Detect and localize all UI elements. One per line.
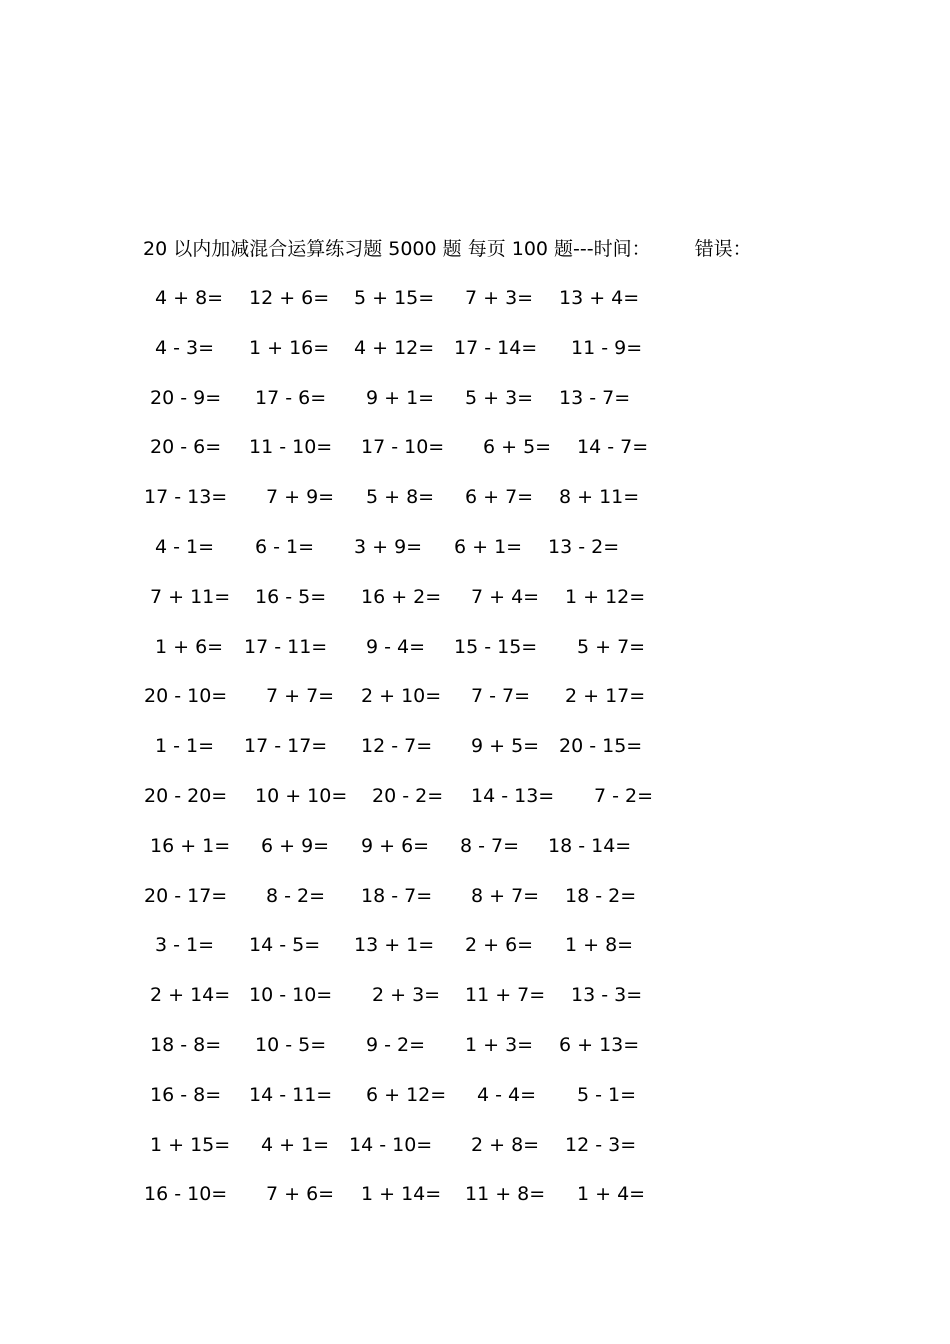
problem-cell: 10 + 10= (255, 784, 348, 807)
problem-cell: 7 + 9= (266, 486, 335, 509)
problem-cell: 1 - 1= (155, 735, 215, 758)
problem-cell: 1 + 15= (150, 1133, 231, 1156)
problem-row (0, 1082, 950, 1132)
problem-row (0, 1132, 950, 1182)
problem-cell: 2 + 6= (465, 934, 534, 957)
problem-cell: 1 + 6= (155, 635, 224, 658)
problem-cell: 7 + 11= (150, 585, 231, 608)
problem-cell: 2 + 10= (361, 685, 442, 708)
problem-cell: 3 + 9= (354, 535, 423, 558)
problem-cell: 20 - 17= (144, 884, 228, 907)
problem-cell: 11 + 8= (465, 1183, 546, 1206)
problem-cell: 4 + 12= (354, 336, 435, 359)
problem-cell: 17 - 11= (244, 635, 328, 658)
problem-cell: 2 + 17= (565, 685, 646, 708)
problem-cell: 11 - 9= (571, 336, 643, 359)
problem-cell: 7 + 4= (471, 585, 540, 608)
problem-cell: 9 + 5= (471, 735, 540, 758)
problem-cell: 14 - 5= (249, 934, 321, 957)
problem-cell: 20 - 9= (150, 386, 222, 409)
problem-cell: 16 - 5= (255, 585, 327, 608)
problem-row (0, 833, 950, 883)
problem-cell: 13 - 7= (559, 386, 631, 409)
problem-cell: 8 + 7= (471, 884, 540, 907)
problem-cell: 8 + 11= (559, 486, 640, 509)
problem-cell: 6 + 5= (483, 436, 552, 459)
problem-row (0, 932, 950, 982)
problem-cell: 9 + 1= (366, 386, 435, 409)
problem-cell: 20 - 6= (150, 436, 222, 459)
problem-cell: 11 + 7= (465, 984, 546, 1007)
problem-cell: 13 + 4= (559, 287, 640, 309)
problem-row (0, 335, 950, 385)
problem-cell: 7 + 3= (465, 287, 534, 309)
problem-cell: 16 + 1= (150, 834, 231, 857)
problem-cell: 5 + 7= (577, 635, 646, 658)
problem-cell: 5 + 8= (366, 486, 435, 509)
problem-cell: 1 + 16= (249, 336, 330, 359)
title-errors-label: 错误： (694, 238, 752, 260)
problem-cell: 7 + 7= (266, 685, 335, 708)
problem-cell: 6 + 9= (261, 834, 330, 857)
problem-cell: 13 - 2= (548, 535, 620, 558)
problem-cell: 13 + 1= (354, 934, 435, 957)
problem-cell: 5 - 1= (577, 1083, 637, 1106)
problem-cell: 6 + 7= (465, 486, 534, 509)
problem-grid (0, 285, 950, 1231)
problem-cell: 14 - 7= (577, 436, 649, 459)
problem-cell: 7 - 2= (594, 784, 654, 807)
problem-row (0, 285, 950, 335)
problem-cell: 1 + 12= (565, 585, 646, 608)
problem-cell: 17 - 10= (361, 436, 445, 459)
problem-cell: 1 + 3= (465, 1033, 534, 1056)
problem-cell: 17 - 13= (144, 486, 228, 509)
problem-cell: 18 - 2= (565, 884, 637, 907)
problem-cell: 7 + 6= (266, 1183, 335, 1206)
problem-row (0, 783, 950, 833)
problem-row (0, 982, 950, 1032)
problem-cell: 9 - 2= (366, 1033, 426, 1056)
problem-cell: 20 - 10= (144, 685, 228, 708)
problem-row (0, 683, 950, 733)
problem-cell: 1 + 14= (361, 1183, 442, 1206)
problem-cell: 5 + 15= (354, 287, 435, 309)
problem-row (0, 1181, 950, 1231)
problem-cell: 6 + 13= (559, 1033, 640, 1056)
problem-cell: 3 - 1= (155, 934, 215, 957)
problem-cell: 17 - 14= (454, 336, 538, 359)
problem-cell: 6 + 12= (366, 1083, 447, 1106)
problem-cell: 12 - 3= (565, 1133, 637, 1156)
worksheet-title (143, 236, 752, 262)
problem-cell: 15 - 15= (454, 635, 538, 658)
problem-cell: 5 + 3= (465, 386, 534, 409)
problem-cell: 20 - 2= (372, 784, 444, 807)
problem-row (0, 733, 950, 783)
problem-cell: 13 - 3= (571, 984, 643, 1007)
problem-cell: 20 - 20= (144, 784, 228, 807)
problem-cell: 10 - 5= (255, 1033, 327, 1056)
problem-cell: 17 - 6= (255, 386, 327, 409)
problem-row (0, 883, 950, 933)
problem-cell: 10 - 10= (249, 984, 333, 1007)
problem-cell: 4 + 1= (261, 1133, 330, 1156)
problem-cell: 16 - 8= (150, 1083, 222, 1106)
problem-row (0, 434, 950, 484)
problem-cell: 4 - 4= (477, 1083, 537, 1106)
problem-cell: 14 - 10= (349, 1133, 433, 1156)
problem-cell: 18 - 14= (548, 834, 632, 857)
problem-row (0, 634, 950, 684)
problem-cell: 18 - 8= (150, 1033, 222, 1056)
problem-cell: 2 + 8= (471, 1133, 540, 1156)
problem-cell: 16 - 10= (144, 1183, 228, 1206)
problem-cell: 9 - 4= (366, 635, 426, 658)
problem-cell: 20 - 15= (559, 735, 643, 758)
problem-cell: 11 - 10= (249, 436, 333, 459)
problem-cell: 7 - 7= (471, 685, 531, 708)
problem-cell: 14 - 11= (249, 1083, 333, 1106)
problem-cell: 4 - 1= (155, 535, 215, 558)
problem-cell: 18 - 7= (361, 884, 433, 907)
problem-cell: 1 + 4= (577, 1183, 646, 1206)
problem-cell: 12 + 6= (249, 287, 330, 309)
title-main: 20 以内加减混合运算练习题 5000 题 每页 100 题---时间： (143, 238, 651, 260)
problem-cell: 2 + 14= (150, 984, 231, 1007)
problem-cell: 1 + 8= (565, 934, 634, 957)
problem-cell: 12 - 7= (361, 735, 433, 758)
problem-cell: 8 - 2= (266, 884, 326, 907)
problem-cell: 6 + 1= (454, 535, 523, 558)
problem-cell: 17 - 17= (244, 735, 328, 758)
problem-row (0, 534, 950, 584)
problem-cell: 16 + 2= (361, 585, 442, 608)
problem-row (0, 385, 950, 435)
problem-cell: 2 + 3= (372, 984, 441, 1007)
problem-row (0, 584, 950, 634)
problem-cell: 6 - 1= (255, 535, 315, 558)
problem-row (0, 484, 950, 534)
problem-row (0, 1032, 950, 1082)
problem-cell: 9 + 6= (361, 834, 430, 857)
problem-cell: 4 - 3= (155, 336, 215, 359)
problem-cell: 4 + 8= (155, 287, 224, 309)
problem-cell: 8 - 7= (460, 834, 520, 857)
problem-cell: 14 - 13= (471, 784, 555, 807)
